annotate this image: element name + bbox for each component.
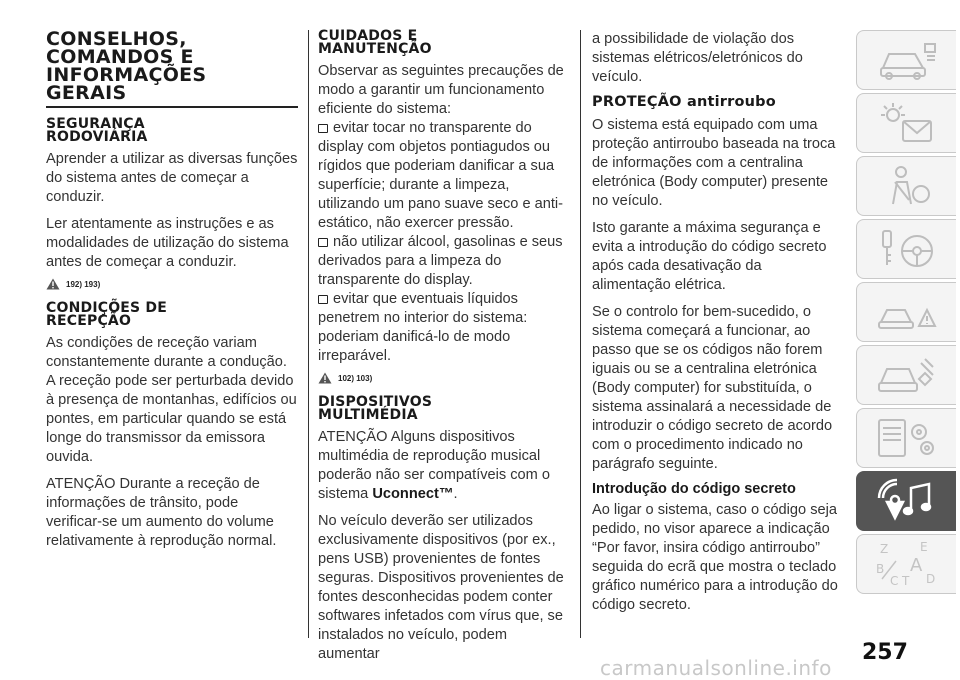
column-1 [46,30,298,559]
index-letter: Z [879,542,888,556]
bullet-item: evitar tocar no transparente do display com objetos pontiagudos ou rígidos que poderiam danificar a sua superfície; durante a limpeza, utilizando um pano suave seco e anti-estático, não exercer pressão. [318,120,564,231]
paragraph: Observar as seguintes precauções de modo a garantir um funcionamento eficiente do sistema: [318,63,564,117]
tab-key-steering[interactable] [856,219,956,279]
tab-warning-lights[interactable] [856,93,956,153]
paragraph: Ao ligar o sistema, caso o código seja pedido, no visor aparece a indicação “Por favor, insira código antirroubo” seguida do ecrã que mostra o teclado gráfico numérico para a introdução do código secreto. [592,502,838,613]
index-letter: T [901,574,909,588]
warning-refs: 192) 193) [66,279,101,289]
car-accident-icon [875,290,939,334]
tab-airbag-seatbelt[interactable] [856,156,956,216]
heading-condicoes: CONDIÇÕES DE RECEPÇÃO [46,300,168,329]
paragraph: Aprender a utilizar as diversas funções do sistema antes de começar a conduzir. [46,151,298,205]
paragraph: ATENÇÃO Alguns dispositivos multimédia de reprodução musical poderão não ser compatíveis com o sistema Uconnect™. [318,429,551,502]
tab-car-accident[interactable] [856,282,956,342]
tab-car-maintenance[interactable] [856,345,956,405]
index-letter: D [925,572,935,586]
index-letter: A [909,555,922,576]
paragraph: As condições de receção variam constantemente durante a condução. A receção pode ser perturbada devido à presença de montanhas, edifícios ou pontes, em particular quando se está longe do transmissor da emissora ouvida. [46,335,297,465]
tab-alphabet-index[interactable] [856,534,956,594]
warning-triangle-icon [318,372,332,384]
tab-gears[interactable] [856,408,956,468]
car-maintenance-icon [875,353,939,397]
heading-seguranca: SEGURANÇA RODOVIÁRIA [46,116,148,145]
index-letter: B [875,562,884,576]
warning-reference [318,372,566,384]
paragraph: Isto garante a máxima segurança e evita a introdução do código secreto após cada desativação da alimentação elétrica. [592,220,827,293]
airbag-seatbelt-icon [875,164,939,208]
paragraph: a possibilidade de violação dos sistemas elétricos/eletrónicos do veículo. [592,31,803,85]
tab-car-dashboard[interactable] [856,30,956,90]
bullet-square-icon [318,124,328,133]
bullet-item: não utilizar álcool, gasolinas e seus derivados para a limpeza do transparente do display. [318,234,563,288]
chapter-title: CONSELHOS, COMANDOS E INFORMAÇÕES GERAIS [46,28,207,104]
bullet-item: evitar que eventuais líquidos penetrem no interior do sistema: poderiam danificá-lo de modo irreparável. [318,291,528,364]
warning-reference [46,278,298,290]
bullet-square-icon [318,238,328,247]
alphabet-index-icon [872,539,942,589]
column-2 [318,30,566,672]
column-3 [592,30,844,623]
heading-dispositivos: DISPOSITIVOS MULTIMÉDIA [318,394,433,423]
warning-triangle-icon [46,278,60,290]
heading-protecao: PROTEÇÃO antirroubo [592,94,776,110]
index-letter: C [889,574,898,588]
heading-codigo-secreto: Introdução do código secreto [592,481,796,497]
gears-icon [875,416,939,460]
tab-multimedia[interactable] [856,471,956,531]
car-dashboard-icon [875,38,939,82]
warning-lights-icon [875,101,939,145]
title-underline [46,106,298,108]
key-steering-wheel-icon [875,227,939,271]
heading-cuidados: CUIDADOS E MANUTENÇÃO [318,28,432,57]
watermark: carmanualsonline.info [600,656,832,680]
chapter-tabs [856,30,960,597]
warning-refs: 102) 103) [338,373,373,383]
paragraph: Se o controlo for bem-sucedido, o sistema começará a funcionar, ao passo que se os códigos não forem iguais ou se a centralina eletrónica (Body computer) for substituída, o sistema assinalará a necessidade de introduzir o código secreto de acordo com o procedimento indicado no parágrafo seguinte. [592,304,833,472]
page-number: 257 [862,640,908,665]
column-divider [580,30,581,638]
index-letter: E [919,540,928,554]
paragraph: ATENÇÃO Durante a receção de informações de trânsito, pode verificar-se um aumento do volume relativamente à reprodução normal. [46,476,277,549]
multimedia-music-icon [875,478,939,524]
column-divider [308,30,309,638]
paragraph: No veículo deverão ser utilizados exclusivamente dispositivos (por ex., pens USB) provenientes de fontes seguras. Dispositivos provenientes de fontes desconhecidas podem conter softwares infetados com vírus que, se instalados no veículo, podem aumentar [318,513,564,662]
paragraph: Ler atentamente as instruções e as modalidades de utilização do sistema antes de começar a conduzir. [46,216,289,270]
bullet-square-icon [318,295,328,304]
paragraph: O sistema está equipado com uma proteção antirroubo baseada na troca de informações com a centralina eletrónica (Body computer) presente no veículo. [592,117,836,209]
